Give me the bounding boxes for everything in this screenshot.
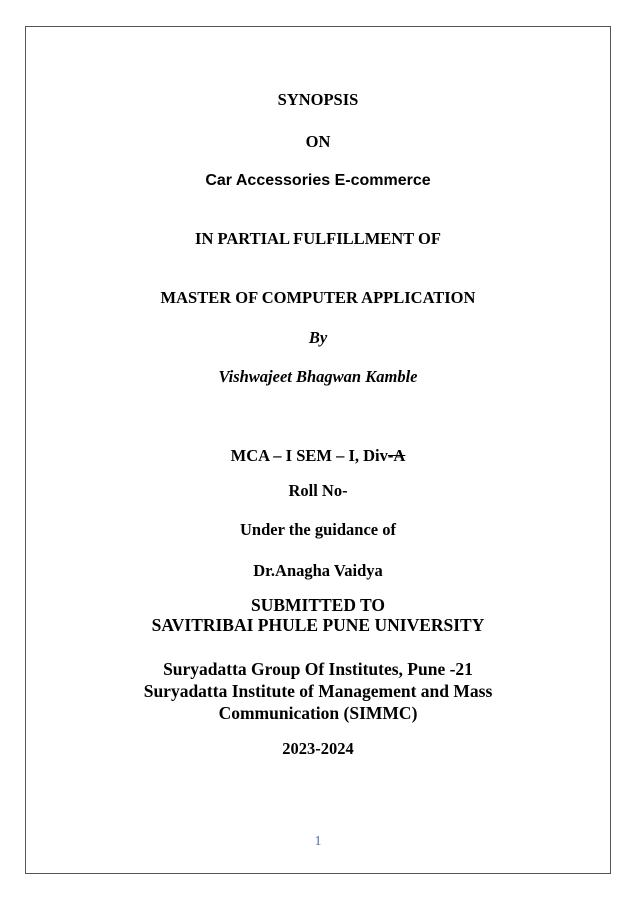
degree-line: MASTER OF COMPUTER APPLICATION: [160, 288, 476, 307]
institute-group: Suryadatta Group Of Institutes, Pune -21: [163, 659, 473, 679]
guide-name: Dr.Anagha Vaidya: [253, 561, 383, 580]
on-label: ON: [305, 132, 331, 151]
roll-no: Roll No-: [288, 481, 348, 500]
class-line: [25, 446, 611, 466]
project-title: Car Accessories E-commerce: [205, 172, 431, 189]
author-name: Vishwajeet Bhagwan Kamble: [218, 367, 418, 386]
institute-line-1: Suryadatta Institute of Management and Mass: [143, 681, 493, 701]
class-prefix: MCA – I SEM – I, Div: [230, 446, 388, 465]
synopsis-heading: SYNOPSIS: [277, 90, 359, 109]
class-division: -A: [387, 446, 406, 465]
institute-line-2: Communication (SIMMC): [218, 703, 418, 723]
academic-year: 2023-2024: [282, 739, 354, 758]
page-number: 1: [314, 834, 322, 849]
submitted-to: SUBMITTED TO: [250, 595, 386, 615]
fulfillment-line: IN PARTIAL FULFILLMENT OF: [195, 229, 441, 248]
university-name: SAVITRIBAI PHULE PUNE UNIVERSITY: [151, 615, 485, 635]
guidance-label: Under the guidance of: [240, 520, 396, 539]
by-label: By: [308, 328, 328, 347]
